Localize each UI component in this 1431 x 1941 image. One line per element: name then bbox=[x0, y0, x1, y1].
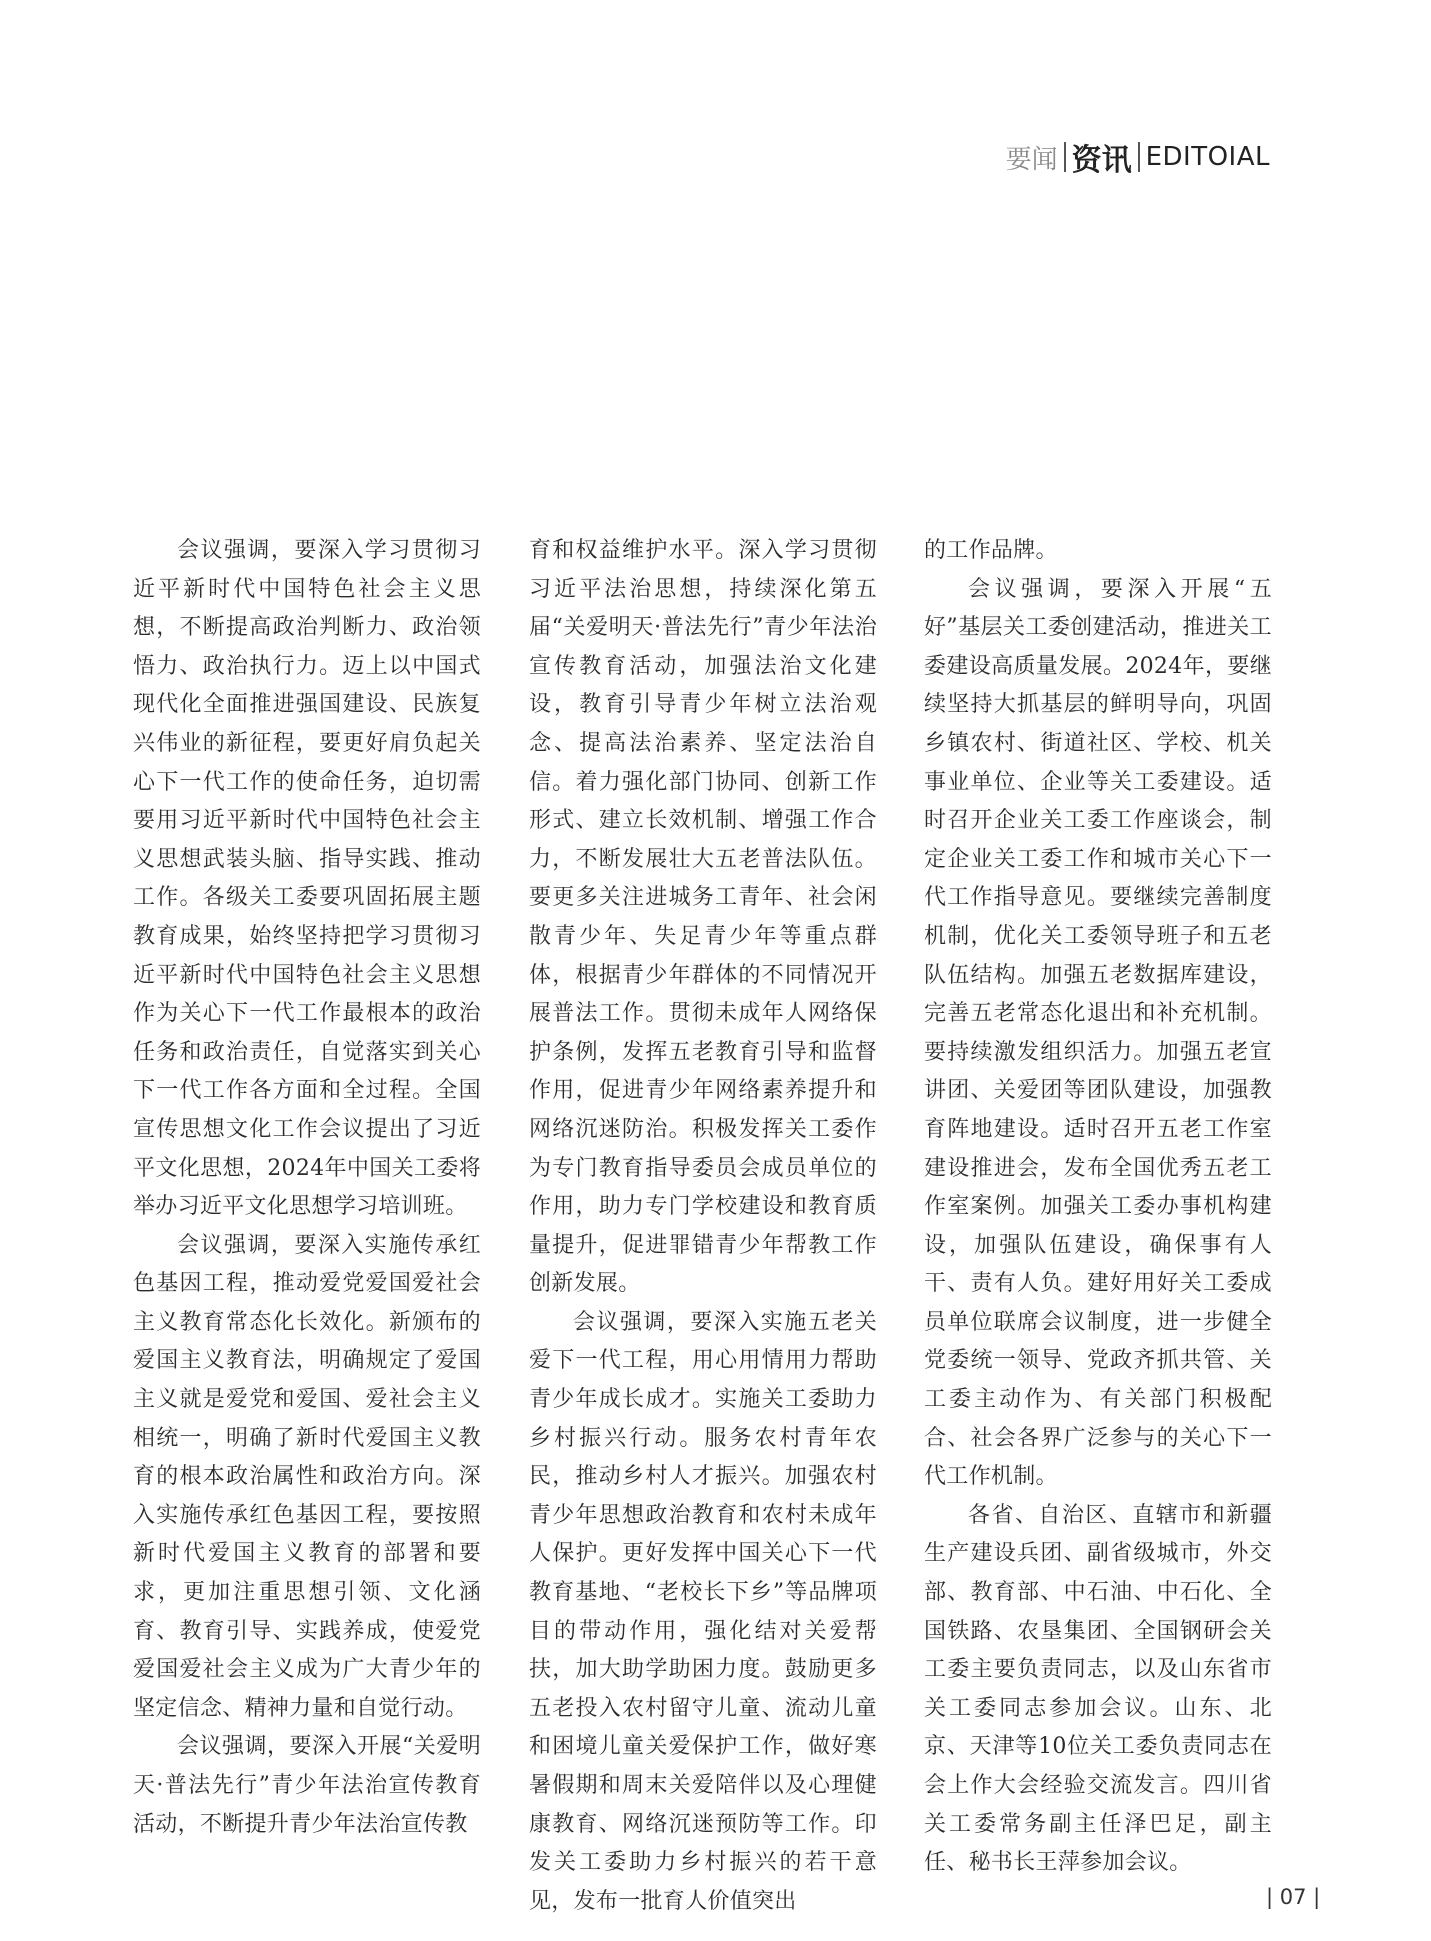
page-number: | 07 | bbox=[1266, 1885, 1321, 1909]
category-label: 资讯 bbox=[1071, 143, 1132, 178]
header-divider bbox=[1064, 142, 1066, 172]
paragraph: 会议强调，要深入实施五老关爱下一代工程，用心用情用力帮助青少年成长成才。实施关工委助力乡村振兴行动。服务农村青年农民，推动乡村人才振兴。加强农村青少年思想政治教育和农村未成年人保护。更好发挥中国关心下一代教育基地、“老校长下乡”等品牌项目的带动作用，强化结对关爱帮扶，加大助学助困力度。鼓励更多五老投入农村留守儿童、流动儿童和困境儿童关爱保护工作，做好寒暑假期和周末关爱陪伴以及心理健康教育、网络沉迷预防等工作。印发关工委助力乡村振兴的若干意见，发布一批育人价值突出 bbox=[529, 1309, 877, 1914]
paragraph-continued: 的工作品牌。 bbox=[924, 538, 1058, 563]
paragraph: 会议强调，要深入开展“五好”基层关工委创建活动，推进关工委建设高质量发展。2024年，要继续坚持大抓基层的鲜明导向，巩固乡镇农村、街道社区、学校、机关事业单位、企业等关工委建设。适时召开企业关工委工作座谈会，制定企业关工委工作和城市关心下一代工作指导意见。要继续完善制度机制，优化关工委领导班子和五老队伍结构。加强五老数据库建设，完善五老常态化退出和补充机制。要持续激发组织活力。加强五老宣讲团、关爱团等团队建设，加强教育阵地建设。适时召开五老工作室建设推进会，发布全国优秀五老工作室案例。加强关工委办事机构建设，加强队伍建设，确保事有人干、责有人负。建好用好关工委成员单位联席会议制度，进一步健全党委统一领导、党政齐抓共管、关工委主动作为、有关部门积极配合、社会各界广泛参与的关心下一代工作机制。 bbox=[924, 576, 1272, 1490]
paragraph: 会议强调，要深入实施传承红色基因工程，推动爱党爱国爱社会主义教育常态化长效化。新颁布的爱国主义教育法，明确规定了爱国主义就是爱党和爱国、爱社会主义相统一，明确了新时代爱国主义教育的根本政治属性和政治方向。深入实施传承红色基因工程，要按照新时代爱国主义教育的部署和要求，更加注重思想引领、文化涵育、教育引导、实践养成，使爱党爱国爱社会主义成为广大青少年的坚定信念、精神力量和自觉行动。 bbox=[133, 1232, 481, 1721]
paragraph: 会议强调，要深入学习贯彻习近平新时代中国特色社会主义思想，不断提高政治判断力、政治领悟力、政治执行力。迈上以中国式现代化全面推进强国建设、民族复兴伟业的新征程，要更好肩负起关心下一代工作的使命任务，迫切需要用习近平新时代中国特色社会主义思想武装头脑、指导实践、推动工作。各级关工委要巩固拓展主题教育成果，始终坚持把学习贯彻习近平新时代中国特色社会主义思想作为关心下一代工作最根本的政治任务和政治责任，自觉落实到关心下一代工作各方面和全过程。全国宣传思想文化工作会议提出了习近平文化思想，2024年中国关工委将举办习近平文化思想学习培训班。 bbox=[133, 538, 481, 1220]
article-column-2 bbox=[529, 532, 877, 1921]
header-divider bbox=[1138, 142, 1140, 172]
category-english-label: EDITOIAL bbox=[1145, 142, 1270, 172]
paragraph: 各省、自治区、直辖市和新疆生产建设兵团、副省级城市，外交部、教育部、中石油、中石化、全国铁路、农垦集团、全国钢研会关工委主要负责同志，以及山东省市关工委同志参加会议。山东、北京、天津等10位关工委负责同志在会上作大会经验交流发言。四川省关工委常务副主任泽巴足，副主任、秘书长王萍参加会议。 bbox=[924, 1502, 1272, 1876]
article-column-3 bbox=[924, 532, 1272, 1883]
article-column-1 bbox=[133, 532, 481, 1844]
paragraph-continued: 育和权益维护水平。深入学习贯彻习近平法治思想，持续深化第五届“关爱明天·普法先行”青少年法治宣传教育活动，加强法治文化建设，教育引导青少年树立法治观念、提高法治素养、坚定法治自信。着力强化部门协同、创新工作形式、建立长效机制、增强工作合力，不断发展壮大五老普法队伍。要更多关注进城务工青年、社会闲散青少年、失足青少年等重点群体，根据青少年群体的不同情况开展普法工作。贯彻未成年人网络保护条例，发挥五老教育引导和监督作用，促进青少年网络素养提升和网络沉迷防治。积极发挥关工委作为专门教育指导委员会成员单位的作用，助力专门学校建设和教育质量提升，促进罪错青少年帮教工作创新发展。 bbox=[529, 538, 877, 1297]
page-header bbox=[1006, 135, 1270, 179]
paragraph: 会议强调，要深入开展“关爱明天·普法先行”青少年法治宣传教育活动，不断提升青少年法治宣传教 bbox=[133, 1734, 481, 1837]
section-label: 要闻 bbox=[1005, 144, 1058, 175]
